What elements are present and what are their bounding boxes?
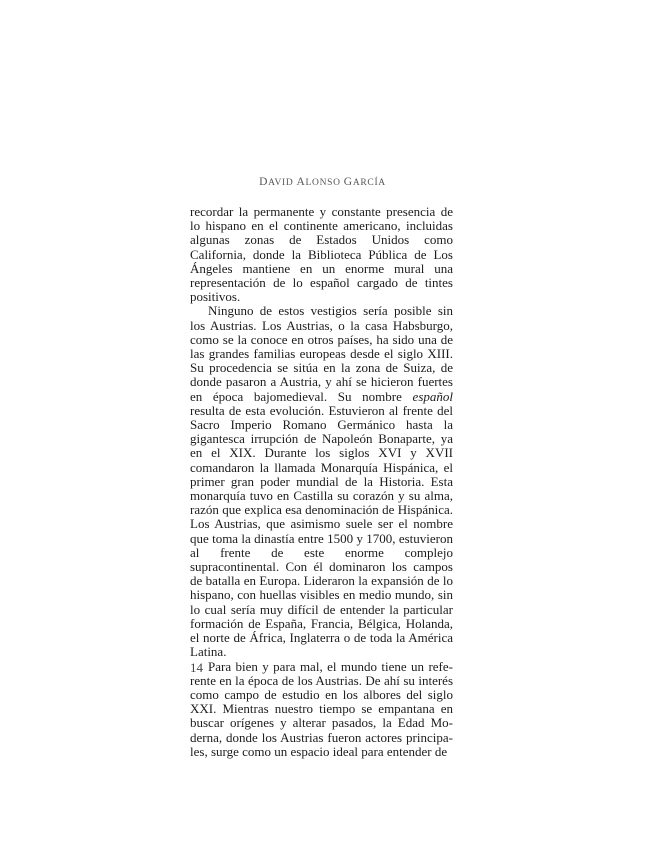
paragraph-3: Para bien y para mal, el mundo tiene un referente en la época de los Austrias. De ahí su interés como campo de estudio en los albores del siglo XXI. Mientras nuestro tiempo se empantana en buscar orígenes y alterar pasados, la Edad Moderna, donde los Austrias fueron actores principales, surge como un espacio ideal para entender de — [190, 658, 453, 759]
body-text — [190, 205, 453, 759]
running-head-text: LONSO — [305, 178, 341, 188]
running-head-initial: A — [296, 176, 306, 188]
running-head-initial: D — [259, 176, 269, 188]
running-head-initial: G — [343, 176, 353, 188]
paragraph-2 — [190, 304, 453, 659]
paragraph-2-text-a: Ninguno de estos vestigios sería posible sin los Austrias. Los Austrias, o la casa Habsburgo, como se la conoce en otros países, ha sido una de las grandes familias europeas desde el siglo XIII. Su procedencia se sitúa en la zona de Suiza, de donde pasaron a Austria, y ahí se hicieron fuertes en época bajomedieval. Su nombre — [190, 303, 453, 404]
running-head — [190, 176, 455, 188]
running-head-text: AVID — [268, 178, 294, 188]
paragraph-1: recordar la permanente y constante presencia de lo hispano en el continente americano, incluidas algunas zonas de Estados Unidos como California, donde la Biblioteca Pública de Los Ángeles mantiene en un enorme mural una representación de lo español cargado de tintes positivos. — [190, 204, 453, 305]
running-head-text: ARCÍA — [352, 178, 386, 188]
paragraph-2-text-b: resulta de esta evolución. Estuvieron al frente del Sacro Imperio Romano Germánico hasta la gigantesca irrupción de Napoleón Bonaparte, ya en el XIX. Durante los siglos XVI y XVII comandaron la llamada Monarquía Hispánica, el primer gran poder mundial de la Historia. Esta monarquía tuvo en Castilla su corazón y su alma, razón que explica esa denominación de Hispánica. Los Austrias, que asimismo suele ser el nombre que toma la dinastía entre 1500 y 1700, estuvieron al frente de este enorme complejo supracontinental. Con él dominaron los campos de batalla en Europa. Lideraron la expansión de lo hispano, con huellas visibles en medio mundo, sin lo cual sería muy difícil de entender la particular formación de España, Francia, Bélgica, Holanda, el norte de África, Inglaterra o de toda la América Latina. — [190, 402, 453, 660]
paragraph-2-italic-word: español — [412, 388, 453, 404]
page-number: 14 — [190, 660, 203, 675]
